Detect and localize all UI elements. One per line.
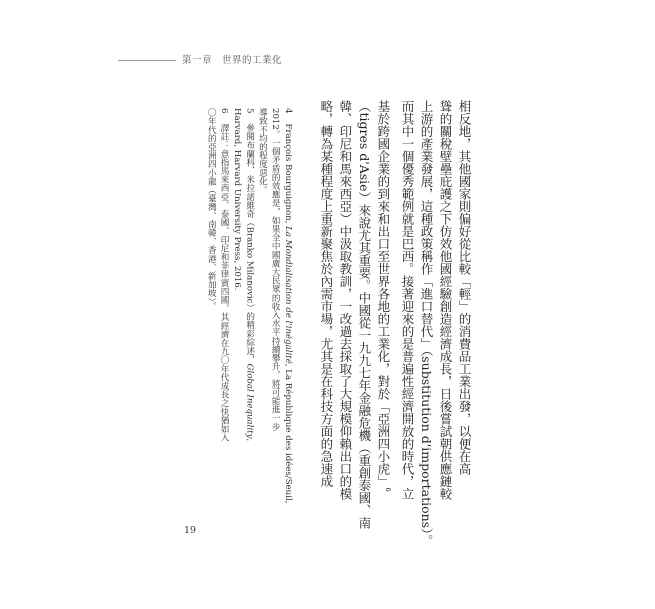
footnote-text: ,: [244, 438, 255, 442]
header-rule: [118, 60, 176, 61]
footnote-number: 6: [219, 108, 230, 114]
footnote-text: François Bourguignon,: [283, 123, 293, 227]
body-line: （tigres d'Asie）來說尤其重要。中國從一九九七年金融危機（重創泰國、南: [356, 100, 372, 530]
body-line: 上游的產業發展，這種政策稱作「進口替代」（substitution d'importations）。: [419, 100, 434, 547]
footnote-text: 參閱布蘭科．米拉諾維奇（Branko Milanovic）的精彩綜述，: [244, 123, 255, 364]
footnote-4-line-2: 2012。一個矛盾的效應是，如果全中國廣大民眾的收入水平持續攀升，將可能進一步: [270, 108, 281, 431]
body-line: 略，轉為某種程度上重新聚焦於內需市場，尤其是在科技方面的急速成: [318, 100, 334, 488]
body-line: 韓、印尼和馬來西亞）中汲取教訓，一改過去採取了大規模仰賴出口的模: [337, 100, 353, 500]
running-header: 第一章 世界的工業化: [182, 55, 283, 66]
footnote-book-title: La Mondialisation de l'inégalité: [283, 226, 293, 364]
footnote-5-line-2: Harvard, Harvard University Press, 2016.: [231, 108, 242, 291]
body-line: 而其中一個優秀範例就是巴西。接著迎來的是普遍性經濟開放的時代，立: [400, 100, 415, 500]
footnote-4-line-3: 導致不均的程度惡化。: [257, 108, 268, 194]
body-line-text: 基於跨國企業的到來和出口至世界各地的工業化，對於「亞洲四小虎」: [375, 100, 391, 488]
footnotes-block: [188, 108, 292, 504]
footnote-marker[interactable]: 6: [384, 487, 392, 492]
footnote-6-line-1: [220, 108, 229, 442]
body-line-with-footnote: [376, 100, 394, 492]
footnote-text: 譯註：意指馬來西亞、泰國、印尼和菲律賓四國，其經濟在九〇年代成長之快猶如入: [219, 123, 230, 442]
footnote-number: 4: [283, 108, 293, 114]
page-number: 19: [184, 525, 197, 536]
body-line: 聳的關稅壁壘庇護之下仿效他國經驗創造經濟成長，日後嘗試朝供應鏈較: [438, 100, 453, 500]
footnote-book-title: Global Inequality: [244, 363, 255, 439]
main-body-text: [302, 100, 472, 547]
footnote-number: 5: [244, 108, 255, 114]
footnote-4-line-1: [283, 108, 292, 503]
footnote-6-line-2: 〇年代的亞洲四小龍（臺灣、南韓、香港、新加坡）。: [206, 108, 217, 311]
footnote-text: , La République des idées/Seuil,: [283, 363, 293, 504]
footnote-5-line-1: [245, 108, 254, 441]
body-line: 相反地，其他國家則偏好從比較「輕」的消費品工業出發，以便在高: [457, 100, 472, 475]
